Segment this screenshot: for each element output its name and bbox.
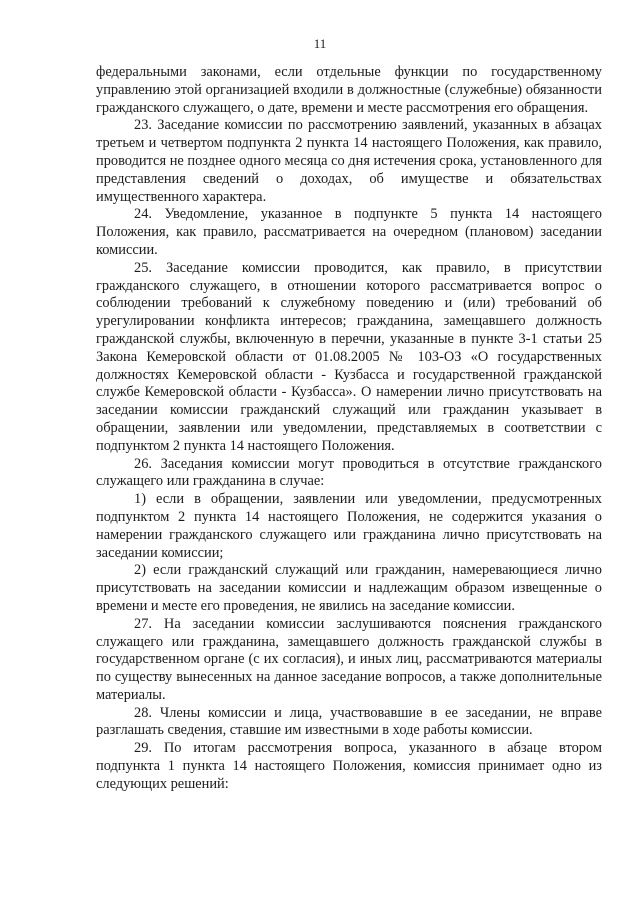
paragraph-26-item-2: 2) если гражданский служащий или гражданин, намеревающиеся лично присутствовать на заседании комиссии и надлежащим образом извещенные о времени и месте его проведения, не явились на заседание комиссии.	[96, 562, 602, 614]
document-body	[96, 64, 602, 794]
paragraph-continuation: федеральными законами, если отдельные функции по государственному управлению этой организацией входили в должностные (служебные) обязанности гражданского служащего, о дате, времени и месте рассмотрения его обращения.	[96, 64, 602, 116]
paragraph-29: 29. По итогам рассмотрения вопроса, указанного в абзаце втором подпункта 1 пункта 14 настоящего Положения, комиссия принимает одно из следующих решений:	[96, 740, 602, 792]
paragraph-26: 26. Заседания комиссии могут проводиться в отсутствие гражданского служащего или гражданина в случае:	[96, 455, 602, 490]
page-number: 11	[313, 36, 327, 51]
paragraph-28: 28. Члены комиссии и лица, участвовавшие в ее заседании, не вправе разглашать сведения, ставшие им известными в ходе работы комиссии.	[96, 704, 602, 739]
paragraph-23: 23. Заседание комиссии по рассмотрению заявлений, указанных в абзацах третьем и четвертом подпункта 2 пункта 14 настоящего Положения, как правило, проводится не позднее одного месяца со дня истечения срока, установленного для представления сведений о доходах, об имуществе и обязательствах имущественного характера.	[96, 117, 602, 205]
paragraph-27: 27. На заседании комиссии заслушиваются пояснения гражданского служащего или гражданина, замещавшего должность гражданской службы в государственном органе (с их согласия), и иных лиц, рассматриваются материалы по существу вынесенных на данное заседание вопросов, а также дополнительные материалы.	[96, 615, 602, 703]
paragraph-25: 25. Заседание комиссии проводится, как правило, в присутствии гражданского служащего, в отношении которого рассматривается вопрос о соблюдении требований к служебному поведению и (или) требований об урегулировании конфликта интересов; гражданина, замещавшего должность гражданской службы, включенную в перечни, указанные в пункте 3-1 статьи 25 Закона Кемеровской области от 01.08.2005 № 103-ОЗ «О государственных должностях Кемеровской области - Кузбасса и государственной гражданской службе Кемеровской области - Кузбасса». О намерении лично присутствовать на заседании комиссии гражданский служащий или гражданин указывает в обращении, заявлении или уведомлении, представляемых в соответствии с подпунктом 2 пункта 14 настоящего Положения.	[96, 259, 602, 454]
paragraph-26-item-1: 1) если в обращении, заявлении или уведомлении, предусмотренных подпунктом 2 пункта 14 настоящего Положения, не содержится указания о намерении гражданского служащего или гражданина лично присутствовать на заседании комиссии;	[96, 491, 602, 561]
paragraph-24: 24. Уведомление, указанное в подпункте 5 пункта 14 настоящего Положения, как правило, рассматривается на очередном (плановом) заседании комиссии.	[96, 206, 602, 258]
